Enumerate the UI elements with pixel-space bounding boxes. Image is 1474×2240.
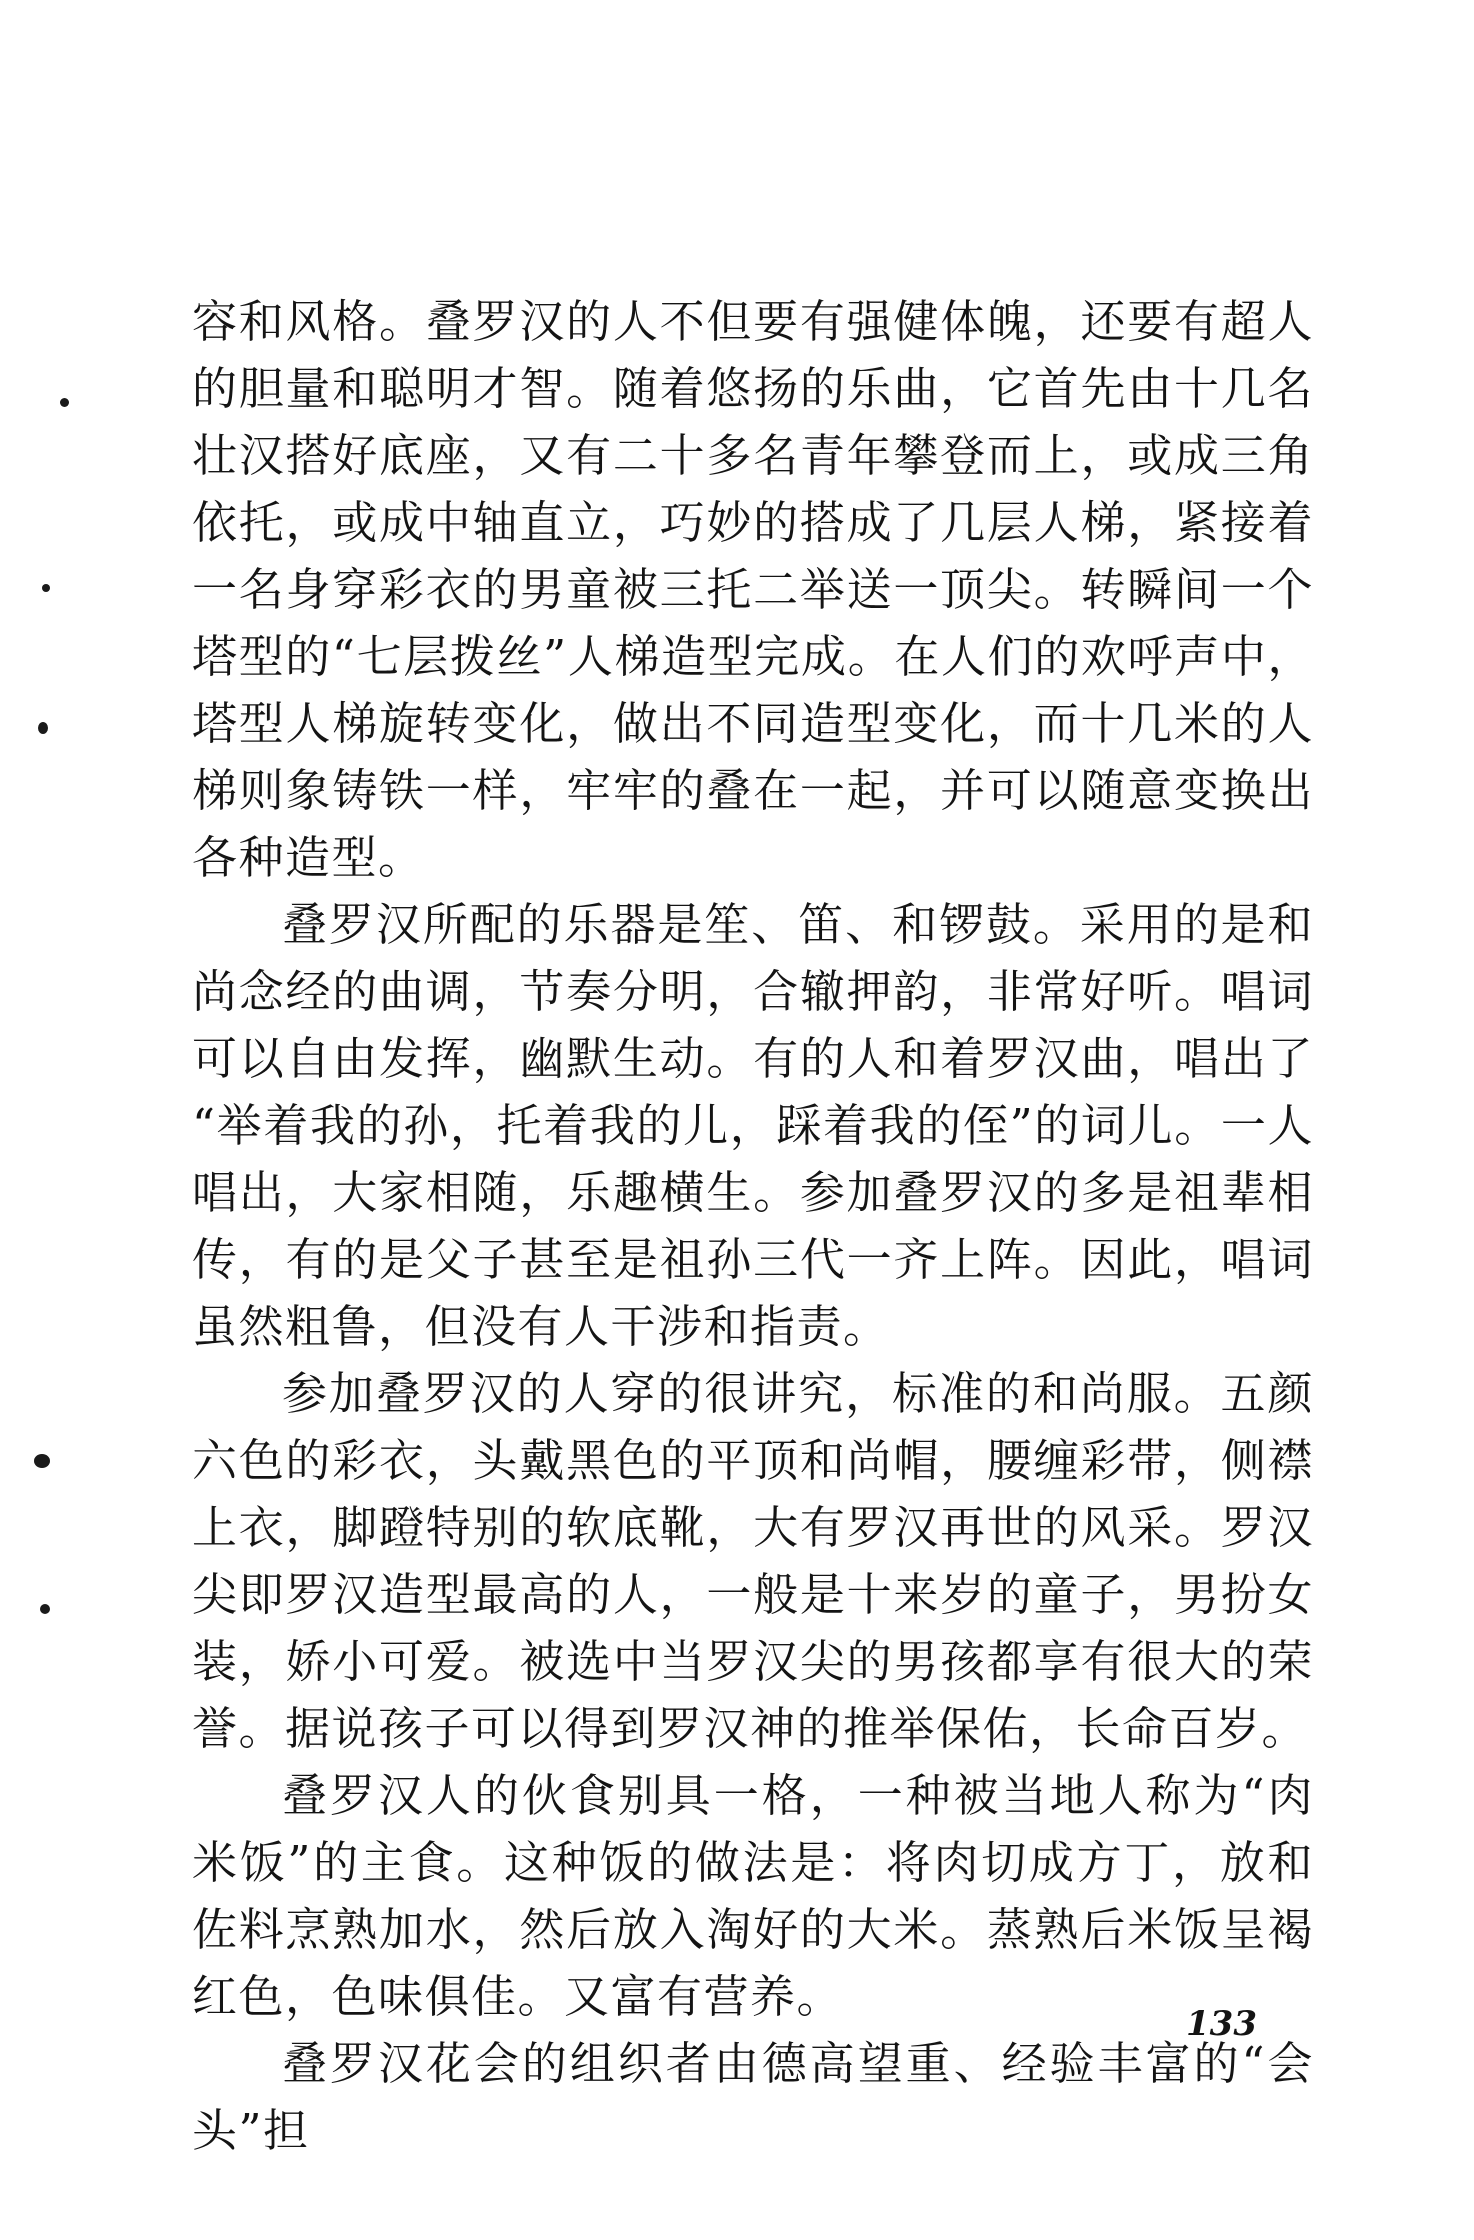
body-text (192, 288, 1314, 2164)
paragraph-5: 叠罗汉花会的组织者由德高望重、经验丰富的“会头”担 (192, 2037, 1314, 2157)
paragraph-3: 参加叠罗汉的人穿的很讲究，标准的和尚服。五颜六色的彩衣，头戴黑色的平顶和尚帽，腰缠彩带，侧襟上衣，脚蹬特别的软底靴，大有罗汉再世的风采。罗汉尖即罗汉造型最高的人，一般是十来岁的童子，男扮女装，娇小可爱。被选中当罗汉尖的男孩都享有很大的荣誉。据说孩子可以得到罗汉神的推举保佑，长命百岁。 (192, 1367, 1314, 1755)
paragraph-2: 叠罗汉所配的乐器是笙、笛、和锣鼓。采用的是和尚念经的曲调，节奏分明，合辙押韵，非常好听。唱词可以自由发挥，幽默生动。有的人和着罗汉曲，唱出了“举着我的孙，托着我的儿，踩着我的侄”的词儿。一人唱出，大家相随，乐趣横生。参加叠罗汉的多是祖辈相传，有的是父子甚至是祖孙三代一齐上阵。因此，唱词虽然粗鲁，但没有人干涉和指责。 (192, 898, 1314, 1353)
scan-speck (38, 722, 48, 734)
scan-speck (40, 1604, 50, 1614)
scan-speck (60, 398, 69, 407)
scan-speck (42, 584, 50, 592)
page-number: 133 (1186, 2004, 1257, 2044)
paragraph-4: 叠罗汉人的伙食别具一格，一种被当地人称为“肉米饭”的主食。这种饭的做法是：将肉切成方丁，放和佐料烹熟加水，然后放入淘好的大米。蒸熟后米饭呈褐红色，色味俱佳。又富有营养。 (192, 1769, 1314, 2023)
scan-speck (34, 1454, 50, 1468)
paragraph-1: 容和风格。叠罗汉的人不但要有强健体魄，还要有超人的胆量和聪明才智。随着悠扬的乐曲，它首先由十几名壮汉搭好底座，又有二十多名青年攀登而上，或成三角依托，或成中轴直立，巧妙的搭成了几层人梯，紧接着一名身穿彩衣的男童被三托二举送一顶尖。转瞬间一个塔型的“七层拨丝”人梯造型完成。在人们的欢呼声中，塔型人梯旋转变化，做出不同造型变化，而十几米的人梯则象铸铁一样，牢牢的叠在一起，并可以随意变换出各种造型。 (192, 295, 1314, 884)
